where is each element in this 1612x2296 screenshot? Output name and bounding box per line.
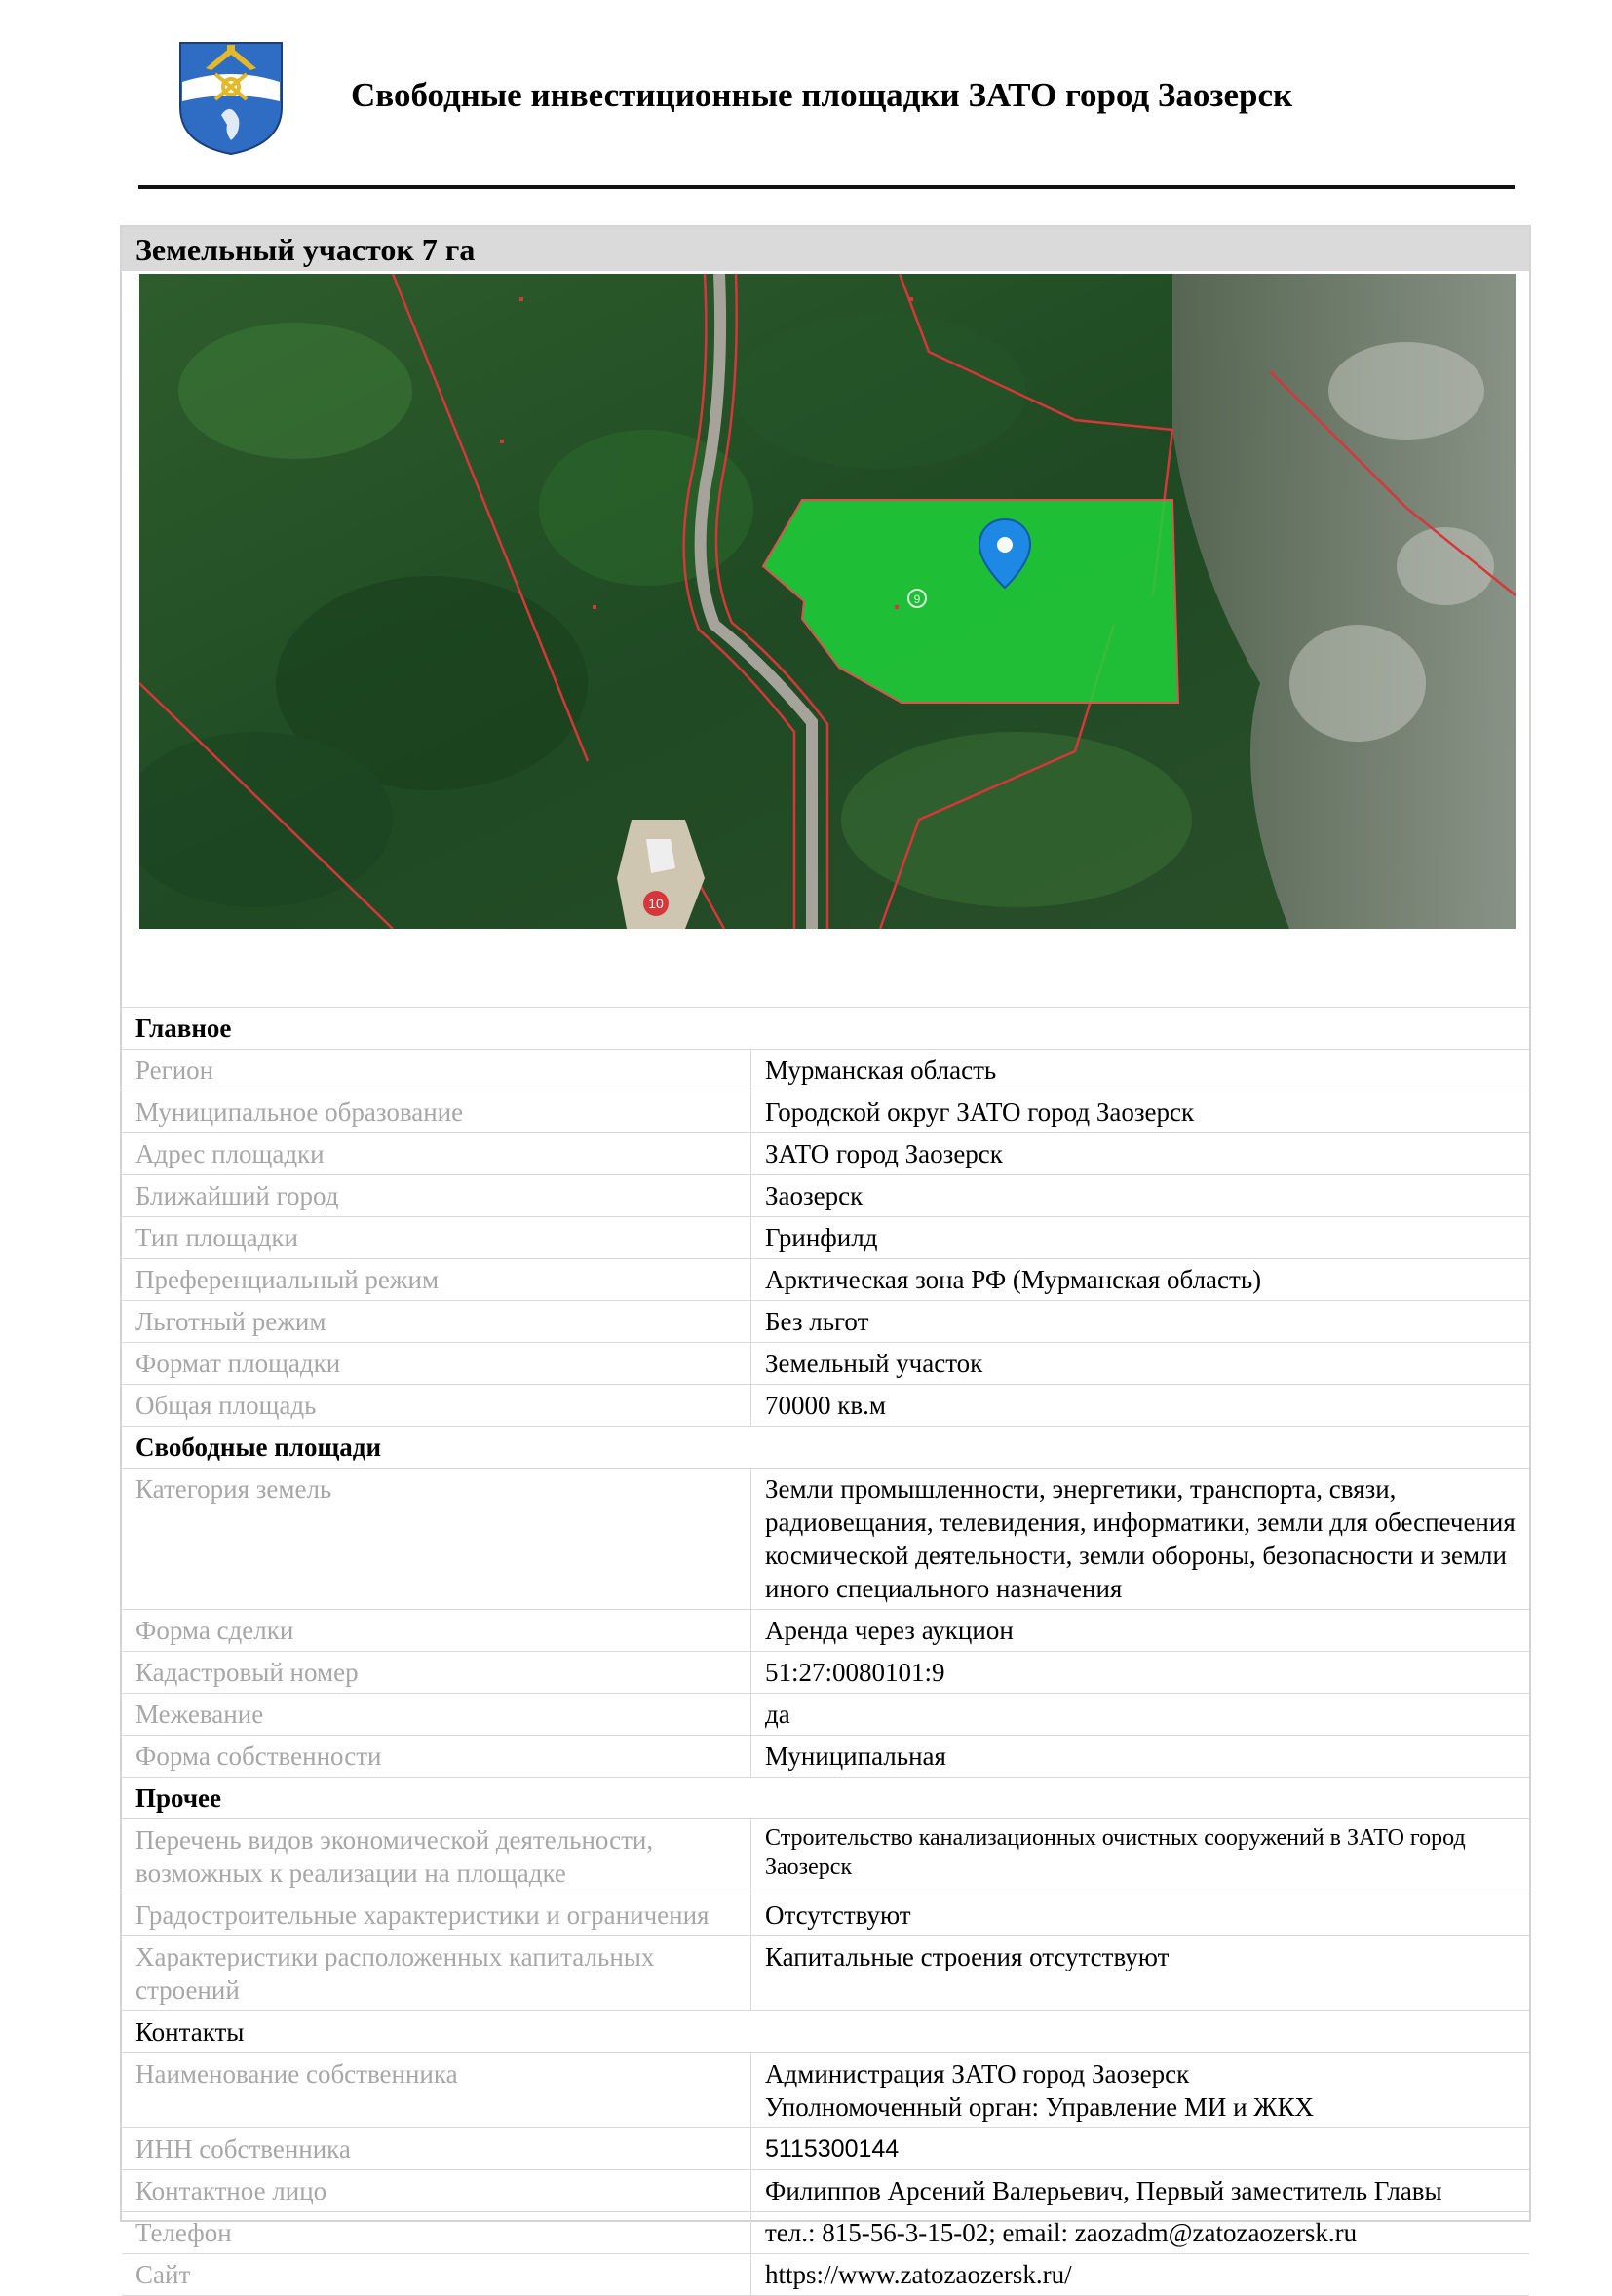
section-contacts-title: Контакты	[122, 2010, 1529, 2052]
row-value: Земельный участок	[765, 1349, 983, 1378]
website-link[interactable]: https://www.zatozaozersk.ru/	[765, 2260, 1072, 2289]
row-label: Наименование собственника	[122, 2053, 751, 2127]
row-value: да	[765, 1700, 790, 1729]
row-label: ИНН собственника	[122, 2128, 751, 2169]
table-row	[122, 1049, 1529, 1091]
row-value: Строительство канализационных очистных сооружений в ЗАТО город Заозерск	[765, 1825, 1466, 1880]
row-value: Городской округ ЗАТО город Заозерск	[765, 1097, 1195, 1127]
table-row	[122, 1132, 1529, 1174]
page-header	[0, 0, 1612, 195]
coat-of-arms-logo	[176, 39, 286, 156]
row-value: 5115300144	[765, 2135, 900, 2162]
row-value: Филиппов Арсений Валерьевич, Первый заместитель Главы	[765, 2176, 1442, 2205]
row-label: Характеристики расположенных капитальных строений	[122, 1936, 751, 2010]
section-main-title: Главное	[122, 1007, 1529, 1049]
row-label: Категория земель	[122, 1469, 751, 1609]
row-label: Муниципальное образование	[122, 1091, 751, 1132]
row-value: Арктическая зона РФ (Мурманская область)	[765, 1265, 1262, 1294]
row-label: Контактное лицо	[122, 2170, 751, 2211]
parcel-number-label: 10	[648, 896, 664, 911]
table-row	[122, 2253, 1529, 2295]
owner-authority: Уполномоченный орган: Управление МИ и ЖКХ	[765, 2092, 1315, 2122]
row-label: Градостроительные характеристики и ограничения	[122, 1894, 751, 1935]
row-value: Заозерск	[765, 1181, 864, 1210]
row-label: Преференциальный режим	[122, 1259, 751, 1300]
row-label: Форма сделки	[122, 1610, 751, 1651]
row-label: Форма собственности	[122, 1736, 751, 1777]
table-row	[122, 1258, 1529, 1300]
table-row	[122, 1300, 1529, 1342]
table-row	[122, 2211, 1529, 2253]
table-row	[122, 2052, 1529, 2127]
table-row	[122, 2127, 1529, 2169]
table-row	[122, 1735, 1529, 1777]
plot-info-table	[122, 1007, 1529, 2296]
row-value: 70000 кв.м	[765, 1391, 886, 1420]
row-value: Муниципальная	[765, 1741, 946, 1771]
row-label: Формат площадки	[122, 1343, 751, 1384]
row-label: Адрес площадки	[122, 1133, 751, 1174]
table-row	[122, 1818, 1529, 1894]
table-row	[122, 1468, 1529, 1609]
row-value: Мурманская область	[765, 1055, 997, 1085]
table-row	[122, 1651, 1529, 1693]
row-value: Земли промышленности, энергетики, транспорта, связи, радиовещания, телевидения, информатики, земли для обеспечения космической деятельности, земли обороны, безопасности и земли иного специального назначения	[765, 1474, 1516, 1603]
table-row	[122, 1894, 1529, 1935]
row-value: Аренда через аукцион	[765, 1616, 1014, 1645]
row-value: ЗАТО город Заозерск	[765, 1139, 1003, 1168]
row-label: Кадастровый номер	[122, 1652, 751, 1693]
table-row	[122, 1384, 1529, 1426]
row-label: Ближайший город	[122, 1175, 751, 1216]
section-free-areas-title: Свободные площади	[122, 1426, 1529, 1468]
row-value: 51:27:0080101:9	[765, 1658, 945, 1687]
table-row	[122, 1693, 1529, 1735]
owner-name: Администрация ЗАТО город Заозерск	[765, 2059, 1190, 2088]
table-row	[122, 1609, 1529, 1651]
plot-title: Земельный участок 7 га	[122, 227, 1529, 271]
table-row	[122, 1216, 1529, 1258]
table-row	[122, 1342, 1529, 1384]
header-divider	[138, 185, 1515, 189]
plot-card	[120, 225, 1531, 2289]
table-row	[122, 1935, 1529, 2010]
row-value: Капитальные строения отсутствуют	[765, 1942, 1170, 1971]
row-label: Межевание	[122, 1694, 751, 1735]
row-label: Сайт	[122, 2254, 751, 2295]
row-value: Отсутствуют	[765, 1900, 911, 1930]
row-label: Перечень видов экономической деятельности, возможных к реализации на площадке	[122, 1819, 751, 1894]
row-value: Без льгот	[765, 1307, 869, 1336]
row-value: Гринфилд	[765, 1223, 878, 1252]
plot-number-label: 9	[913, 593, 921, 606]
section-other-title: Прочее	[122, 1777, 1529, 1818]
row-label: Общая площадь	[122, 1385, 751, 1426]
table-row	[122, 1174, 1529, 1216]
page-title: Свободные инвестиционные площадки ЗАТО город Заозерск	[351, 76, 1293, 114]
row-label: Льготный режим	[122, 1301, 751, 1342]
row-label: Телефон	[122, 2212, 751, 2253]
contact-phone-email[interactable]: тел.: 815-56-3-15-02; email: zaozadm@zatozaozersk.ru	[765, 2218, 1358, 2247]
row-label: Тип площадки	[122, 1217, 751, 1258]
table-row	[122, 2169, 1529, 2211]
row-value	[751, 2053, 1529, 2127]
satellite-map[interactable]	[139, 274, 1516, 929]
row-label: Регион	[122, 1050, 751, 1091]
table-row	[122, 1091, 1529, 1132]
